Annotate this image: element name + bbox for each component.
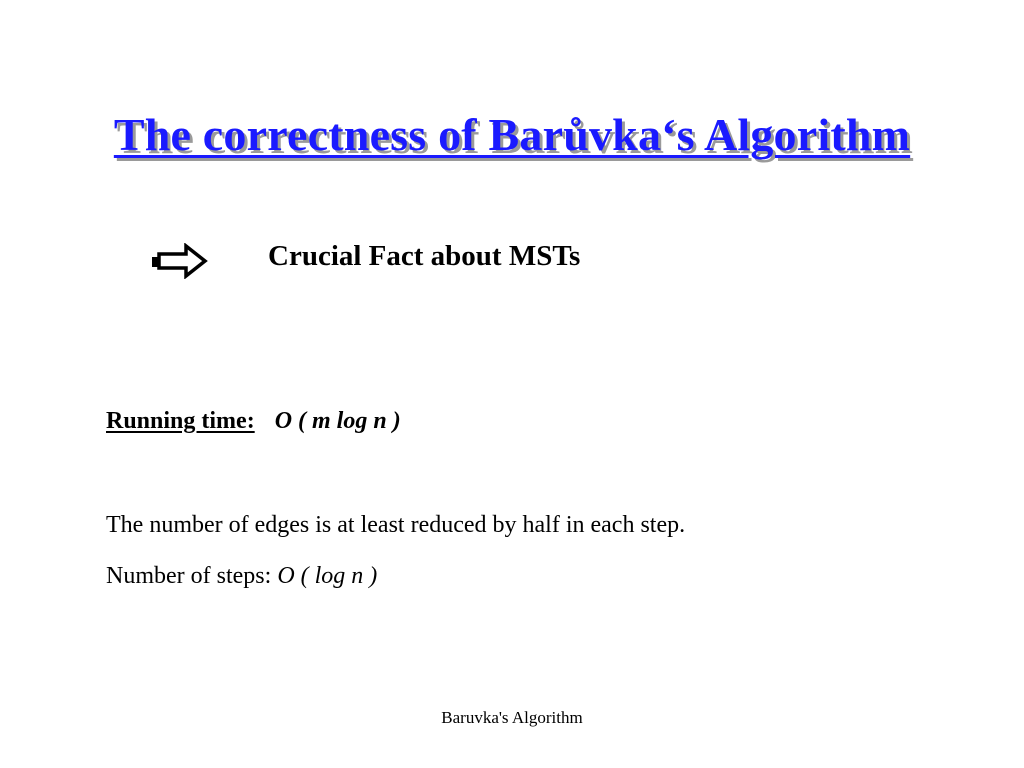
crucial-fact-heading: Crucial Fact about MSTs [268,240,581,272]
right-outline-arrow-icon [150,243,208,279]
edges-statement: The number of edges is at least reduced by half in each step. [106,512,686,538]
running-time-label: Running time: [106,408,255,434]
running-time-line [106,408,401,435]
steps-label: Number of steps: [106,563,272,589]
slide-footer: Baruvka's Algorithm [441,708,583,727]
running-time-value: O ( m log n ) [274,408,401,434]
slide-title: The correctness of Barůvka‘s Algorithm [113,109,911,160]
steps-value: O ( log n ) [277,563,378,589]
steps-line [106,563,377,590]
